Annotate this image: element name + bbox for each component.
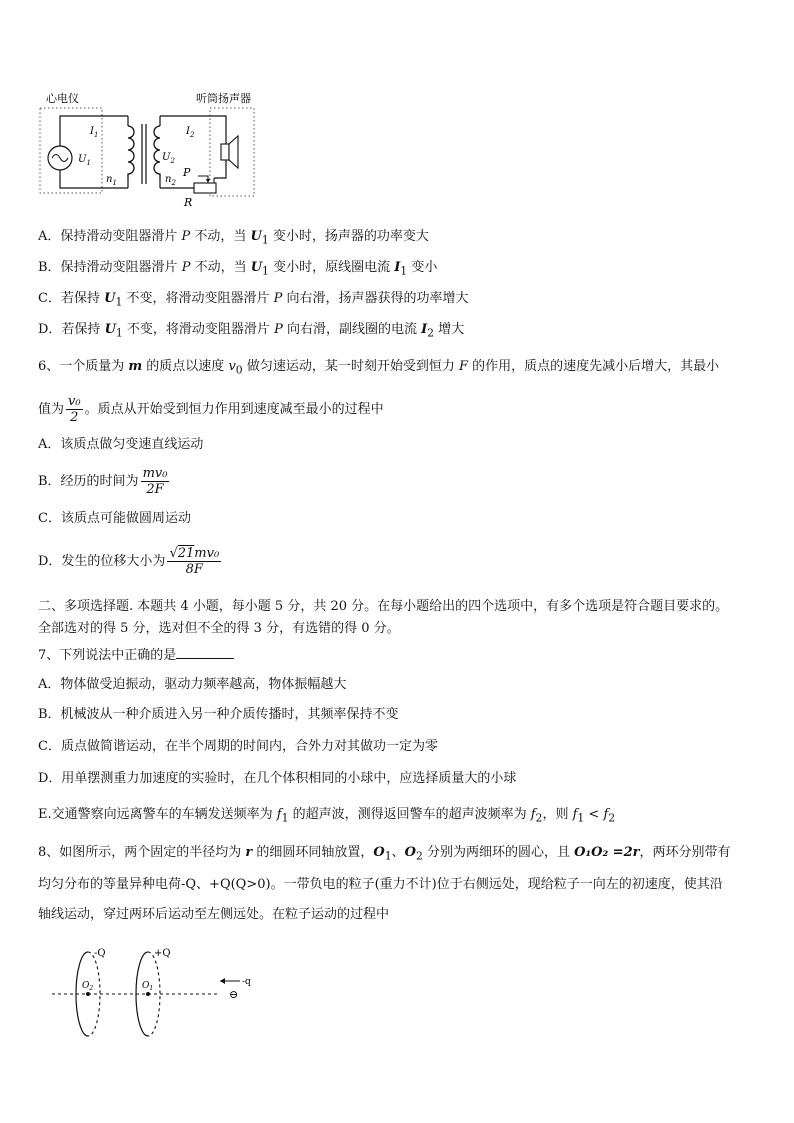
- label-minus-q: -Q: [94, 948, 106, 959]
- label-I1: $I_1$: [90, 126, 99, 139]
- q6-option-c: C．该质点可能做圆周运动: [38, 511, 191, 526]
- label-n1: $n_1$: [106, 174, 117, 187]
- q8-stem-line2: 均匀分布的等量异种电荷-Q、+Q(Q>0)。一带负电的粒子(重力不计)位于右侧远处，现给粒子一向左的初速度，使其沿: [38, 877, 723, 892]
- q5-option-b: B．保持滑动变阻器滑片 P 不动，当 $U_1$ 变小时，原线圈电流 $I_1$ 变小: [38, 260, 438, 278]
- transformer-circuit-svg: [38, 88, 278, 210]
- label-U1: $U_1$: [78, 154, 91, 167]
- q5-option-a: A．保持滑动变阻器滑片 P 不动，当 $U_1$ 变小时，扬声器的功率变大: [38, 229, 429, 247]
- primary-coil: [128, 126, 134, 180]
- label-plus-q: +Q: [154, 948, 171, 959]
- q7-stem: 7、下列说法中正确的是: [38, 646, 234, 665]
- rings-svg: [44, 944, 264, 1044]
- q6-option-d: D．发生的位移大小为 $\frac{\text{√21mv₀}}{8F}$: [38, 546, 220, 577]
- q6-min-speed-fraction: $\frac{\text{v₀}}{2}$: [68, 394, 81, 425]
- secondary-coil: [154, 126, 160, 180]
- label-o2: $O_2$: [82, 981, 94, 992]
- section2-instructions-line1: 二、多项选择题. 本题共 4 小题，每小题 5 分，共 20 分。在每小题给出的四个选项中，有多个选项是符合题目要求的。: [38, 599, 729, 614]
- particle-icon: ⊖: [229, 988, 239, 1001]
- q6-time-fraction: $\frac{\text{mv₀}}{2F}$: [142, 466, 168, 497]
- speaker-icon: [221, 144, 229, 160]
- q7-option-a: A．物体做受迫振动，驱动力频率越高，物体振幅越大: [38, 677, 347, 692]
- q8-stem-line1: 8、如图所示，两个固定的半径均为 r 的细圆环同轴放置，$O_1$、$O_2$ 分别为两细环的圆心，且 O₁O₂ =2r，两环分别带有: [38, 845, 731, 863]
- label-U2: $U_2$: [162, 152, 175, 165]
- label-I2: $I_2$: [186, 126, 195, 139]
- rings-figure: [44, 944, 264, 1044]
- q6-option-b: B．经历的时间为 $\frac{\text{mv₀}}{2F}$: [38, 466, 168, 497]
- label-R: R: [184, 196, 193, 209]
- ecg-label: 心电仪: [46, 92, 79, 105]
- answer-blank: [176, 646, 234, 659]
- velocity-arrow-icon: [220, 978, 225, 984]
- speaker-label: 听筒扬声器: [196, 92, 251, 105]
- q7-option-d: D．用单摆测重力加速度的实验时，在几个体积相同的小球中，应选择质量大的小球: [38, 771, 517, 786]
- label-minus-q-particle: -q: [242, 977, 251, 987]
- q6-displacement-fraction: $\frac{\text{√21mv₀}}{8F}$: [169, 546, 220, 577]
- label-o1: $O_1$: [142, 981, 154, 992]
- section2-instructions-line2: 全部选对的得 5 分，选对但不全的得 3 分，有选错的得 0 分。: [38, 621, 400, 636]
- q7-option-b: B．机械波从一种介质进入另一种介质传播时，其频率保持不变: [38, 707, 399, 722]
- transformer-circuit-figure: [38, 88, 278, 210]
- label-P: P: [183, 166, 191, 179]
- q5-option-c: C．若保持 $U_1$ 不变，将滑动变阻器滑片 P 向右滑，扬声器获得的功率增大: [38, 291, 469, 309]
- q8-stem-line3: 轴线运动，穿过两环后运动至左侧远处。在粒子运动的过程中: [38, 907, 390, 922]
- q5-option-d: D．若保持 $U_1$ 不变，将滑动变阻器滑片 P 向右滑，副线圈的电流 $I_2$ 增大: [38, 322, 465, 340]
- center-o2: [86, 992, 90, 996]
- ecg-dotted-box: [40, 108, 102, 193]
- q7-option-c: C．质点做简谐运动，在半个周期的时间内，合外力对其做功一定为零: [38, 739, 438, 754]
- q6-option-a: A．该质点做匀变速直线运动: [38, 437, 204, 452]
- q7-option-e: E.交通警察向远离警车的车辆发送频率为 $f_1$ 的超声波，测得返回警车的超声波频率为 $f_2$，则 $f_1 < f_2$: [38, 807, 616, 825]
- center-o1: [146, 992, 150, 996]
- q6-stem-line1: 6、一个质量为 m 的质点以速度 $v_0$ 做匀速运动，某一时刻开始受到恒力 F 的作用，质点的速度先减小后增大，其最小: [38, 359, 720, 377]
- q6-stem-line2: 值为 $\frac{\text{v₀}}{2}$ 。质点从开始受到恒力作用到速度减至最小的过程中: [38, 394, 384, 425]
- label-n2: $n_2$: [165, 174, 176, 187]
- rheostat-icon: [194, 183, 216, 193]
